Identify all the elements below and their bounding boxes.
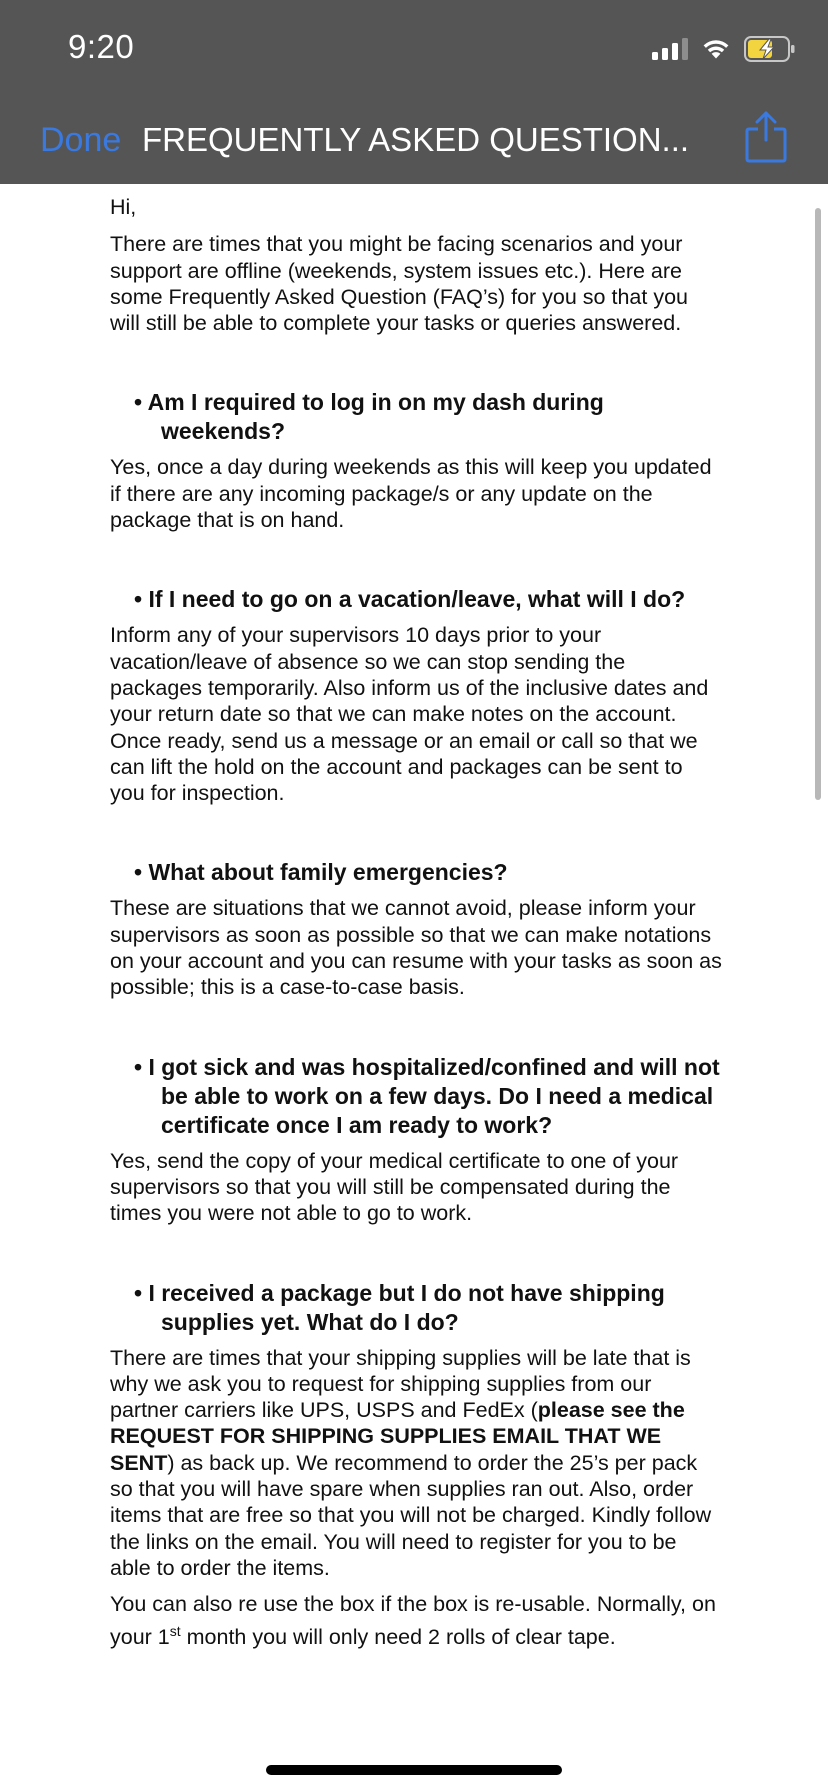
faq-question-text: If I need to go on a vacation/leave, what will I do? <box>148 586 686 613</box>
faq-question <box>110 585 722 614</box>
faq-answer <box>110 1345 722 1582</box>
top-bar <box>0 0 828 184</box>
faq-question-text: Am I required to log in on my dash during weekends? <box>147 389 604 445</box>
faq-answer-extra <box>110 1591 722 1650</box>
done-button[interactable]: Done <box>40 121 122 159</box>
faq-question <box>110 1279 722 1337</box>
faq-answer: Yes, once a day during weekends as this will keep you updated if there are any incoming package/s or any update on the package that is on hand. <box>110 455 712 533</box>
greeting: Hi, <box>110 195 137 219</box>
faq-answer: Inform any of your supervisors 10 days prior to your vacation/leave of absence so we can stop sending the packages temporarily. Also inform us of the inclusive dates and your return date so that we can make notes on the account. Once ready, send us a message or an email or call so that we can lift the hold on the account and packages can be sent to you for inspection. <box>110 623 709 806</box>
answer-text: ) as back up. We recommend to order the 25’s per pack so that you will have spare when supplies ran out. Also, order items that are free so that you will not be charged. Kindly follow the links on the email. You will need to register for you to be able to order the items. <box>110 1450 712 1580</box>
answer-text: There are times that your shipping supplies will be late that is why we ask you to request for shipping supplies from our partner carriers like UPS, USPS and FedEx ( <box>110 1345 691 1423</box>
status-time: 9:20 <box>68 28 135 65</box>
answer-text: You can also re use the box if the box is re-usable. Normally, on your 1 <box>110 1592 716 1649</box>
bullet: • <box>134 389 143 416</box>
faq-answer: These are situations that we cannot avoid, please inform your supervisors as soon as possible so that we can make notations on your account and you can resume with your tasks as soon as possible; this is a case-to-case basis. <box>110 896 722 1000</box>
ordinal-suffix: st <box>169 1622 181 1639</box>
faq-document <box>110 194 722 1650</box>
answer-emphasis: please see the REQUEST FOR SHIPPING SUPPLIES EMAIL THAT WE SENT <box>110 1398 685 1475</box>
faq-answer: Yes, send the copy of your medical certificate to one of your supervisors so that you will still be compensated during the times you were not able to go to work. <box>110 1148 679 1226</box>
status-icons <box>652 34 796 64</box>
faq-question-text: What about family emergencies? <box>148 859 508 886</box>
battery-charging-icon <box>744 36 796 62</box>
faq-question-text: I got sick and was hospitalized/confined and will not be able to work on a few days. Do I need a medical certificate once I am ready to work? <box>148 1053 720 1138</box>
answer-text: month you will only need 2 rolls of clear tape. <box>180 1624 616 1649</box>
bullet: • <box>134 1279 143 1306</box>
cellular-signal-icon <box>652 38 688 60</box>
home-indicator[interactable] <box>266 1765 562 1775</box>
page-title: FREQUENTLY ASKED QUESTION... <box>142 121 690 158</box>
intro-paragraph: There are times that you might be facing scenarios and your support are offline (weekends, system issues etc.). Here are some Frequently Asked Question (FAQ’s) for you so that you will still be able to complete your tasks or queries answered. <box>110 232 688 336</box>
bullet: • <box>134 859 143 886</box>
nav-bar <box>0 110 828 172</box>
bullet: • <box>134 1053 143 1080</box>
faq-question <box>110 388 722 446</box>
faq-question-text: I received a package but I do not have shipping supplies yet. What do I do? <box>148 1279 665 1335</box>
bullet: • <box>134 586 143 613</box>
faq-question <box>110 858 722 887</box>
faq-question <box>110 1053 722 1140</box>
wifi-icon <box>700 37 732 61</box>
share-icon[interactable] <box>744 110 788 164</box>
scrollbar[interactable] <box>815 208 821 800</box>
